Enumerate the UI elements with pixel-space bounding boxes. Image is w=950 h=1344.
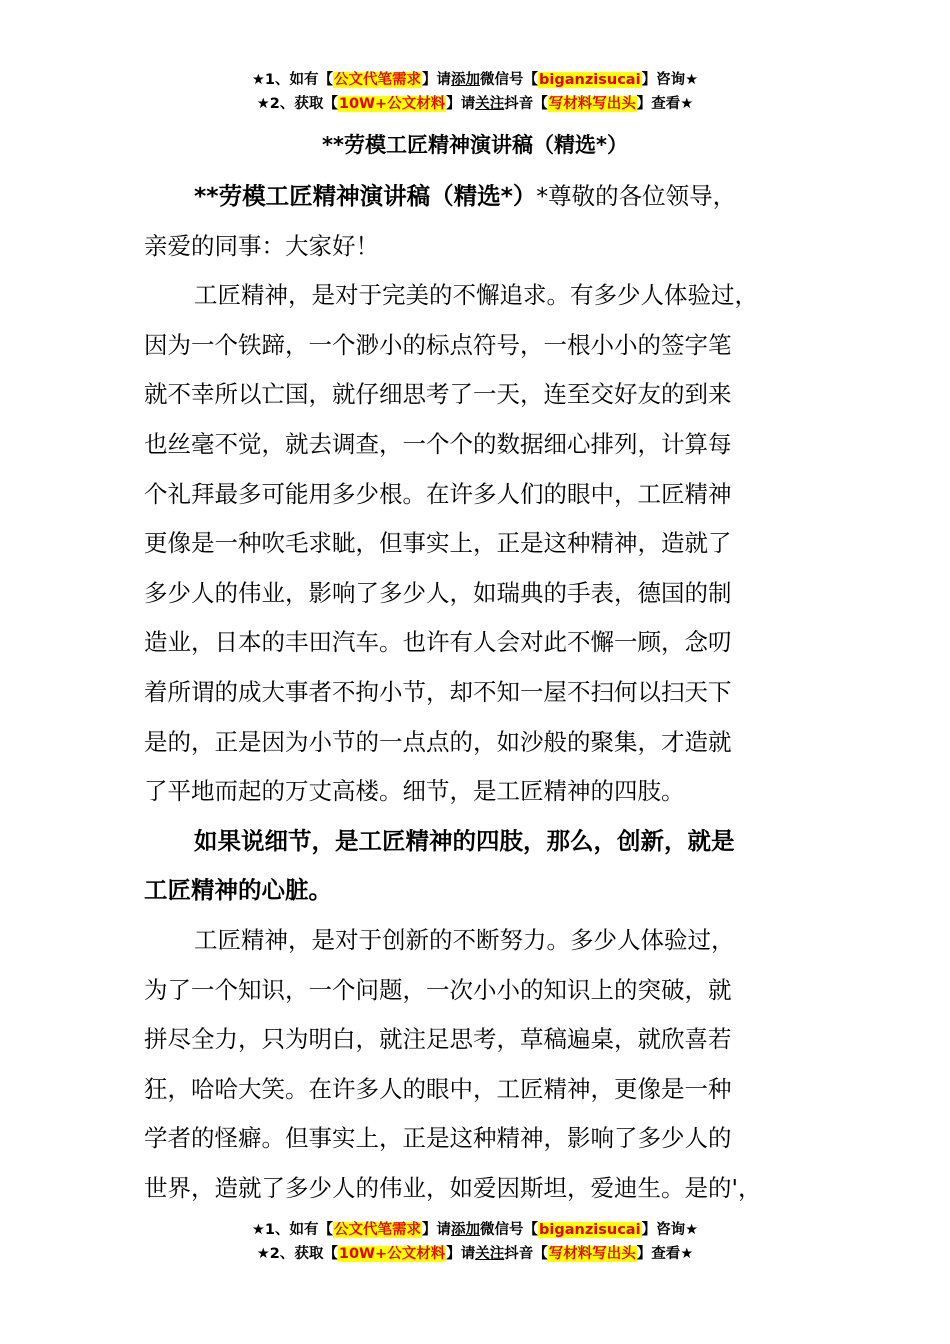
top-banner — [0, 68, 950, 116]
bold-line: 工匠精神的心脏。 — [144, 876, 332, 905]
banner-underline: 添加 — [451, 1222, 481, 1238]
banner-text: 】请 — [422, 72, 452, 88]
body-line: 了平地而起的万丈高楼。细节，是工匠精神的四肢。 — [144, 777, 685, 806]
body-line: 学者的怪癖。但事实上，正是这种精神，影响了多少人的 — [144, 1124, 732, 1153]
body-line: 更像是一种吹毛求眦，但事实上，正是这种精神，造就了 — [144, 529, 732, 558]
body-line: 也丝毫不觉，就去调查，一个个的数据细心排列，计算每 — [144, 429, 732, 458]
document-title: **劳模工匠精神演讲稿（精选*） — [322, 133, 628, 157]
banner-highlight: 10W+公文材料 — [338, 1246, 446, 1262]
banner-highlight: 公文代笔需求 — [334, 72, 422, 88]
banner-highlight: 公文代笔需求 — [334, 1222, 422, 1238]
body-line: 因为一个铁蹄，一个渺小的标点符号，一根小小的签字笔 — [144, 330, 732, 359]
banner-text: ★1、如有【 — [251, 72, 334, 88]
banner-line-1 — [0, 1218, 950, 1242]
body-line: 工匠精神，是对于完美的不懈追求。有多少人体验过， — [194, 281, 758, 310]
banner-text: 】请 — [422, 1222, 452, 1238]
bold-line: 如果说细节，是工匠精神的四肢，那么，创新，就是 — [194, 826, 735, 855]
body-line: 就不幸所以亡国，就仔细思考了一天，连至交好友的到来 — [144, 380, 732, 409]
banner-text: 】请 — [446, 1246, 476, 1262]
banner-text: 抖音【 — [504, 96, 548, 112]
body-line: 为了一个知识，一个问题，一次小小的知识上的突破，就 — [144, 975, 732, 1004]
document-body — [144, 172, 844, 1213]
body-line: 是的，正是因为小节的一点点的，如沙般的聚集，才造就 — [144, 727, 732, 756]
douyin-id: 写材料写出头 — [548, 96, 636, 112]
banner-highlight: 10W+公文材料 — [338, 96, 446, 112]
banner-text: 微信号【 — [480, 72, 539, 88]
banner-text: ★1、如有【 — [251, 1222, 334, 1238]
line-text: *尊敬的各位领导， — [536, 182, 737, 210]
body-line: 亲爱的同事：大家好！ — [144, 231, 379, 260]
banner-text: 】查看★ — [636, 96, 694, 112]
body-line — [144, 172, 844, 222]
banner-text: 】请 — [446, 96, 476, 112]
banner-underline: 添加 — [451, 72, 481, 88]
banner-line-2 — [0, 92, 950, 116]
body-line: 个礼拜最多可能用多少根。在许多人们的眼中，工匠精神 — [144, 479, 732, 508]
banner-line-1 — [0, 68, 950, 92]
wechat-id: biganzisucai — [539, 1222, 641, 1238]
body-line: 着所谓的成大事者不拘小节，却不知一屋不扫何以扫天下 — [144, 677, 732, 706]
banner-text: ★2、获取【 — [256, 96, 338, 112]
banner-text: 】咨询★ — [641, 72, 699, 88]
body-line: 造业，日本的丰田汽车。也许有人会对此不懈一顾，念叨 — [144, 628, 732, 657]
banner-text: ★2、获取【 — [256, 1246, 338, 1262]
body-line: 工匠精神，是对于创新的不断努力。多少人体验过， — [194, 925, 735, 954]
wechat-id: biganzisucai — [539, 72, 641, 88]
bottom-banner — [0, 1218, 950, 1266]
douyin-id: 写材料写出头 — [548, 1246, 636, 1262]
body-line: 拼尽全力，只为明白，就注足思考，草稿遍桌，就欣喜若 — [144, 1025, 732, 1054]
banner-text: 抖音【 — [504, 1246, 548, 1262]
body-line: 多少人的伟业，影响了多少人，如瑞典的手表，德国的制 — [144, 578, 732, 607]
body-line: 狂，哈哈大笑。在许多人的眼中，工匠精神，更像是一种 — [144, 1074, 732, 1103]
banner-underline: 关注 — [475, 1246, 505, 1262]
banner-underline: 关注 — [475, 96, 505, 112]
banner-line-2 — [0, 1242, 950, 1266]
banner-text: 微信号【 — [480, 1222, 539, 1238]
body-line: 世界，造就了多少人的伟业，如爱因斯坦，爱迪生。是的'， — [144, 1173, 762, 1202]
banner-text: 】查看★ — [636, 1246, 694, 1262]
inline-heading: **劳模工匠精神演讲稿（精选*） — [194, 182, 537, 210]
banner-text: 】咨询★ — [641, 1222, 699, 1238]
